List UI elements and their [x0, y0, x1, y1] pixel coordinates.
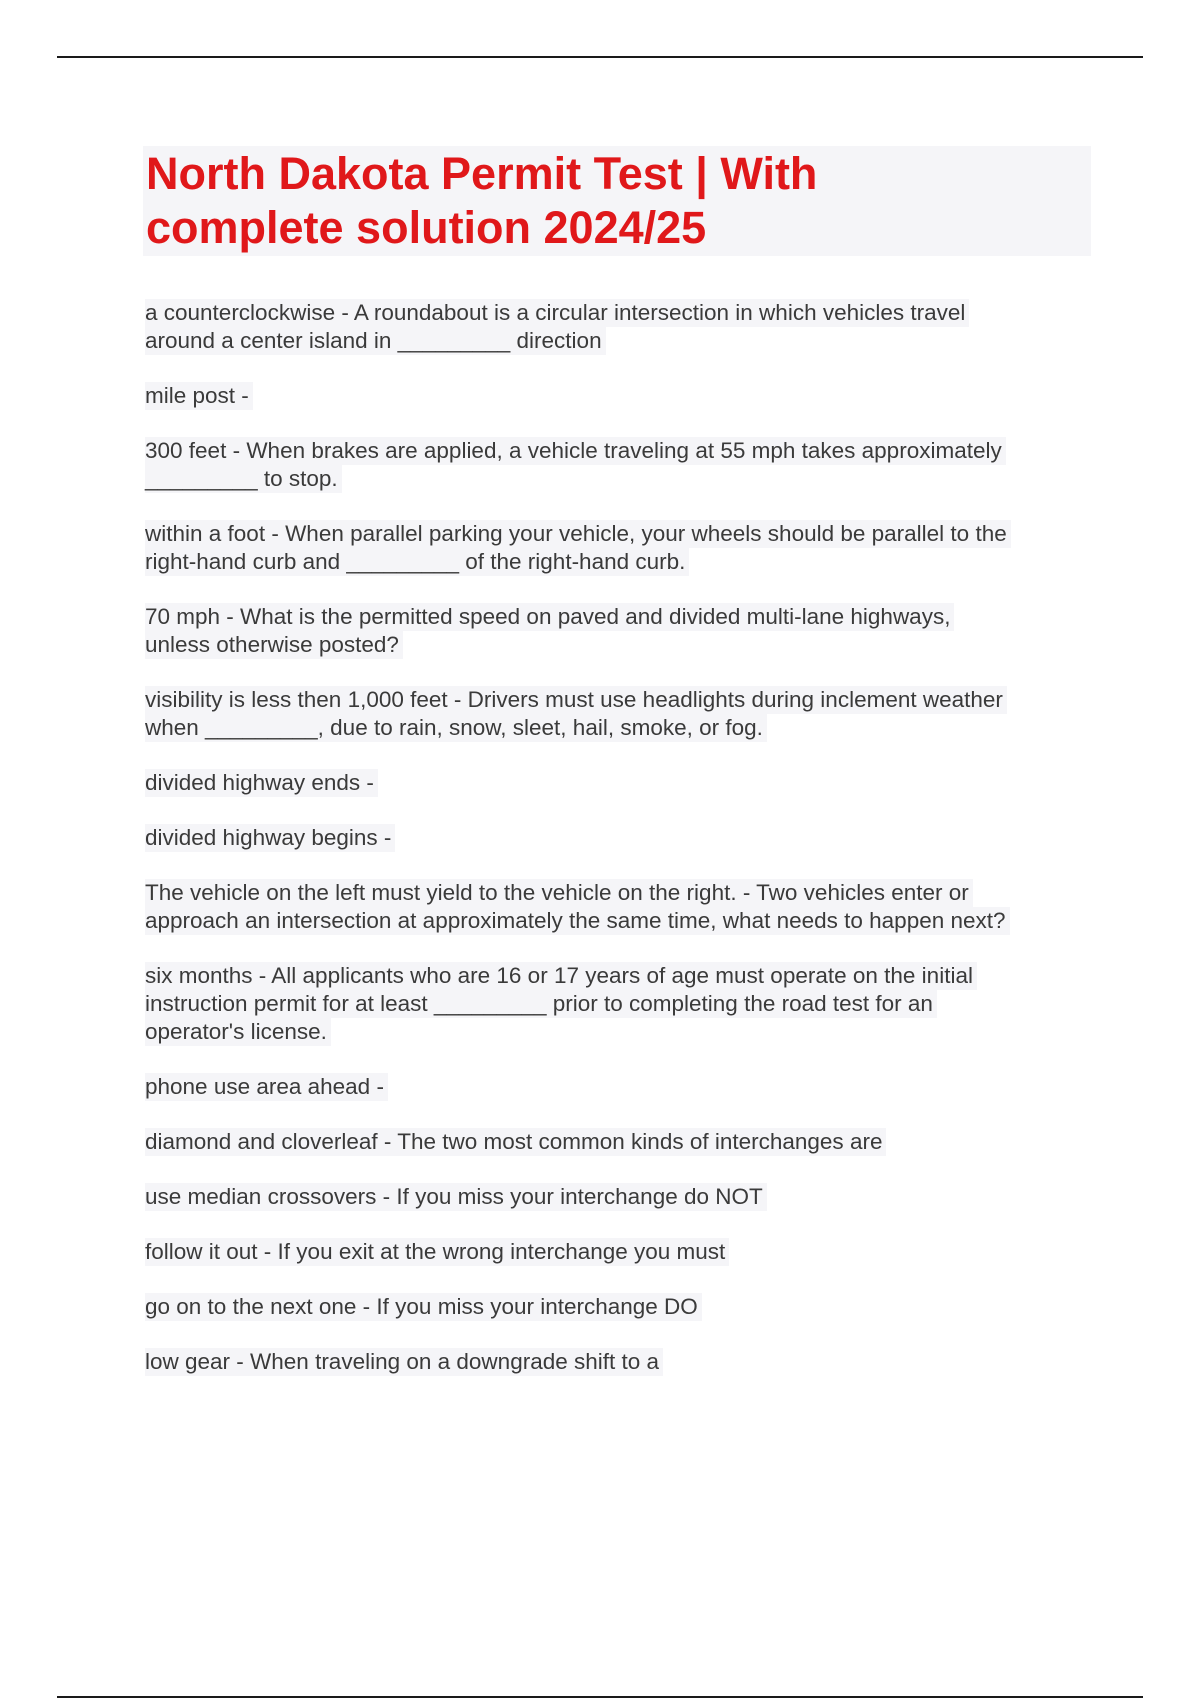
qa-item: [145, 824, 1095, 852]
qa-line: a counterclockwise - A roundabout is a circular intersection in which vehicles travel: [145, 299, 969, 327]
qa-item: [145, 1073, 1095, 1101]
qa-item: [145, 1348, 1095, 1376]
qa-line: visibility is less then 1,000 feet - Drivers must use headlights during inclement weather: [145, 686, 1007, 714]
qa-item: [145, 879, 1095, 935]
qa-item: [145, 962, 1095, 1046]
qa-line: 70 mph - What is the permitted speed on paved and divided multi-lane highways,: [145, 603, 954, 631]
qa-item: [145, 437, 1095, 493]
top-rule: [57, 56, 1143, 58]
qa-line: instruction permit for at least _________ prior to completing the road test for an: [145, 990, 937, 1018]
qa-line: 300 feet - When brakes are applied, a vehicle traveling at 55 mph takes approximately: [145, 437, 1006, 465]
qa-line: _________ to stop.: [145, 465, 342, 493]
qa-line: approach an intersection at approximately the same time, what needs to happen next?: [145, 907, 1010, 935]
qa-item: [145, 520, 1095, 576]
qa-item: [145, 1183, 1095, 1211]
qa-line: unless otherwise posted?: [145, 631, 403, 659]
qa-line: phone use area ahead -: [145, 1073, 388, 1101]
title-block: [143, 146, 1091, 256]
qa-list: [145, 299, 1095, 1403]
qa-line: The vehicle on the left must yield to the vehicle on the right. - Two vehicles enter or: [145, 879, 973, 907]
qa-item: [145, 603, 1095, 659]
qa-item: [145, 299, 1095, 355]
qa-line: divided highway begins -: [145, 824, 395, 852]
qa-line: go on to the next one - If you miss your interchange DO: [145, 1293, 702, 1321]
qa-line: within a foot - When parallel parking your vehicle, your wheels should be parallel to the: [145, 520, 1011, 548]
qa-line: divided highway ends -: [145, 769, 378, 797]
qa-line: diamond and cloverleaf - The two most common kinds of interchanges are: [145, 1128, 886, 1156]
bottom-rule: [57, 1696, 1143, 1698]
qa-line: right-hand curb and _________ of the right-hand curb.: [145, 548, 689, 576]
qa-line: follow it out - If you exit at the wrong interchange you must: [145, 1238, 729, 1266]
qa-item: [145, 686, 1095, 742]
title-line: complete solution 2024/25: [146, 202, 707, 253]
qa-item: [145, 1128, 1095, 1156]
qa-item: [145, 769, 1095, 797]
qa-line: mile post -: [145, 382, 253, 410]
qa-line: operator's license.: [145, 1018, 331, 1046]
qa-item: [145, 1293, 1095, 1321]
page-title: [146, 146, 1088, 255]
qa-item: [145, 1238, 1095, 1266]
qa-line: low gear - When traveling on a downgrade shift to a: [145, 1348, 663, 1376]
title-line: North Dakota Permit Test | With: [146, 148, 818, 199]
qa-line: around a center island in _________ direction: [145, 327, 606, 355]
qa-item: [145, 382, 1095, 410]
qa-line: use median crossovers - If you miss your interchange do NOT: [145, 1183, 767, 1211]
qa-line: six months - All applicants who are 16 or 17 years of age must operate on the initial: [145, 962, 977, 990]
qa-line: when _________, due to rain, snow, sleet, hail, smoke, or fog.: [145, 714, 767, 742]
